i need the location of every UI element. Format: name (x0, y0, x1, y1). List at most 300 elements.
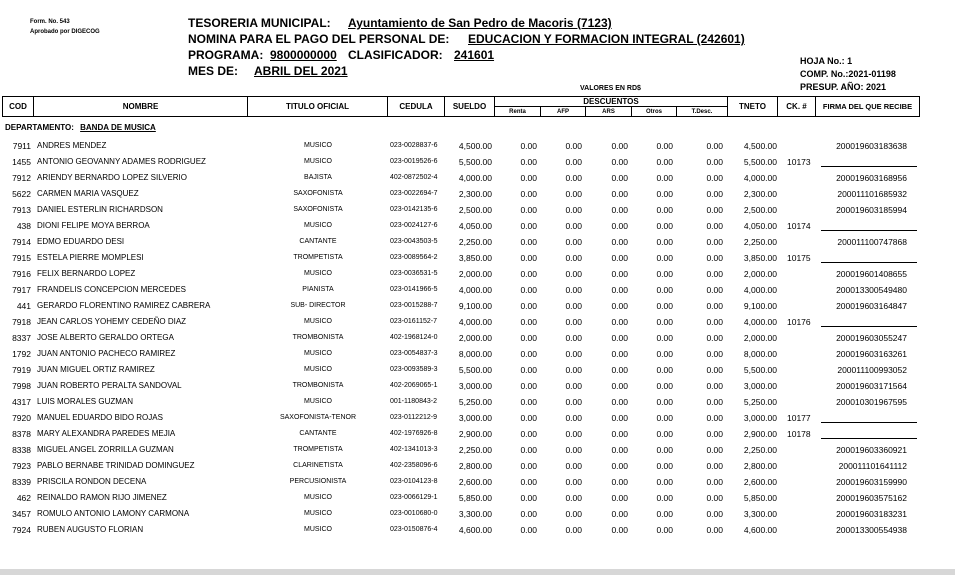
cell-cod: 7918 (12, 317, 31, 327)
table-row (0, 138, 955, 154)
hoja-number: HOJA No.: 1 (800, 56, 853, 66)
cell-tneto: 4,600.00 (743, 525, 777, 535)
cell-otros: 0.00 (656, 253, 673, 263)
cell-nombre: PRISCILA RONDON DECENA (37, 477, 147, 486)
cell-renta: 0.00 (520, 205, 537, 215)
cell-sueldo: 2,250.00 (458, 445, 492, 455)
cell-titulo: MUSICO (304, 318, 332, 325)
table-row (0, 266, 955, 282)
col-tdesc: T.Desc. (676, 106, 728, 117)
cell-nombre: JOSE ALBERTO GERALDO ORTEGA (37, 333, 174, 342)
cell-tdesc: 0.00 (706, 173, 723, 183)
cell-titulo: SAXOFONISTA (293, 190, 343, 197)
cell-nombre: ESTELA PIERRE MOMPLESI (37, 253, 144, 262)
col-afp: AFP (540, 106, 585, 117)
cell-tneto: 2,900.00 (743, 429, 777, 439)
cell-sueldo: 2,300.00 (458, 189, 492, 199)
table-row (0, 218, 955, 234)
cell-cod: 438 (16, 221, 31, 231)
cell-titulo: MUSICO (304, 158, 332, 165)
cell-nombre: MARY ALEXANDRA PAREDES MEJIA (37, 429, 176, 438)
cell-firma: 200019603168956 (836, 173, 907, 183)
cell-ars: 0.00 (611, 269, 628, 279)
cell-afp: 0.00 (565, 333, 582, 343)
cell-firma: 200019603159990 (836, 477, 907, 487)
cell-sueldo: 3,000.00 (458, 413, 492, 423)
cell-tneto: 4,000.00 (743, 285, 777, 295)
cell-renta: 0.00 (520, 397, 537, 407)
cell-afp: 0.00 (565, 365, 582, 375)
clasificador-value: 241601 (454, 48, 495, 62)
col-ars: ARS (585, 106, 631, 117)
cell-titulo: TROMBONISTA (292, 382, 344, 389)
col-ck: CK. # (777, 96, 816, 117)
cell-renta: 0.00 (520, 141, 537, 151)
cell-firma: 200019603163261 (836, 349, 907, 359)
cell-cedula: 023-0141966-5 (390, 286, 438, 293)
cell-nombre: MANUEL EDUARDO BIDO ROJAS (37, 413, 163, 422)
cell-afp: 0.00 (565, 237, 582, 247)
cell-ars: 0.00 (611, 141, 628, 151)
cell-titulo: CLARINETISTA (293, 462, 343, 469)
cell-renta: 0.00 (520, 237, 537, 247)
cell-nombre: ANDRES MENDEZ (37, 141, 107, 150)
cell-sueldo: 2,500.00 (458, 205, 492, 215)
table-row (0, 298, 955, 314)
cell-firma: 200019603360921 (836, 445, 907, 455)
col-sueldo: SUELDO (444, 96, 495, 117)
col-tneto: TNETO (727, 96, 778, 117)
cell-tneto: 4,500.00 (743, 141, 777, 151)
cell-otros: 0.00 (656, 317, 673, 327)
col-firma: FIRMA DEL QUE RECIBE (815, 96, 920, 117)
cell-otros: 0.00 (656, 349, 673, 359)
cell-otros: 0.00 (656, 141, 673, 151)
cell-renta: 0.00 (520, 477, 537, 487)
cell-sueldo: 4,600.00 (458, 525, 492, 535)
cell-tdesc: 0.00 (706, 461, 723, 471)
cell-afp: 0.00 (565, 429, 582, 439)
cell-firma: 200019603171564 (836, 381, 907, 391)
col-renta: Renta (494, 106, 540, 117)
cell-afp: 0.00 (565, 141, 582, 151)
cell-otros: 0.00 (656, 269, 673, 279)
table-row (0, 346, 955, 362)
cell-tneto: 2,800.00 (743, 461, 777, 471)
form-approval: Aprobado por DIGECOG (30, 29, 100, 35)
table-row (0, 186, 955, 202)
signature-line (821, 262, 917, 263)
cell-renta: 0.00 (520, 189, 537, 199)
cell-ck: 10178 (787, 429, 811, 439)
signature-line (821, 326, 917, 327)
cell-renta: 0.00 (520, 413, 537, 423)
cell-firma: 200019603164847 (836, 301, 907, 311)
valores-caption: VALORES EN RD$ (580, 85, 641, 92)
cell-firma: 200013300554938 (836, 525, 907, 535)
cell-nombre: PABLO BERNABE TRINIDAD DOMINGUEZ (37, 461, 195, 470)
cell-renta: 0.00 (520, 429, 537, 439)
cell-sueldo: 2,000.00 (458, 333, 492, 343)
cell-cedula: 023-0112212-9 (390, 414, 437, 421)
cell-renta: 0.00 (520, 445, 537, 455)
cell-tdesc: 0.00 (706, 333, 723, 343)
cell-nombre: ANTONIO GEOVANNY ADAMES RODRIGUEZ (37, 157, 206, 166)
cell-cedula: 402-2069065-1 (390, 382, 438, 389)
cell-tneto: 3,000.00 (743, 381, 777, 391)
cell-tdesc: 0.00 (706, 509, 723, 519)
cell-ck: 10173 (787, 157, 811, 167)
cell-ars: 0.00 (611, 413, 628, 423)
cell-tneto: 2,000.00 (743, 269, 777, 279)
cell-cedula: 023-0089564-2 (390, 254, 438, 261)
cell-cod: 8378 (12, 429, 31, 439)
table-row (0, 154, 955, 170)
cell-ck: 10174 (787, 221, 811, 231)
cell-firma: 200011100993052 (837, 365, 907, 375)
cell-renta: 0.00 (520, 253, 537, 263)
cell-firma: 200019603183231 (836, 509, 907, 519)
cell-cedula: 023-0015288-7 (390, 302, 438, 309)
cell-otros: 0.00 (656, 461, 673, 471)
cell-tneto: 8,000.00 (743, 349, 777, 359)
cell-renta: 0.00 (520, 349, 537, 359)
cell-afp: 0.00 (565, 173, 582, 183)
cell-titulo: MUSICO (304, 270, 332, 277)
cell-ars: 0.00 (611, 445, 628, 455)
cell-otros: 0.00 (656, 285, 673, 295)
signature-line (821, 438, 917, 439)
table-row (0, 330, 955, 346)
cell-sueldo: 2,250.00 (458, 237, 492, 247)
cell-ars: 0.00 (611, 381, 628, 391)
cell-firma: 200019603183638 (836, 141, 907, 151)
cell-ars: 0.00 (611, 317, 628, 327)
cell-renta: 0.00 (520, 269, 537, 279)
cell-afp: 0.00 (565, 461, 582, 471)
cell-tdesc: 0.00 (706, 253, 723, 263)
cell-sueldo: 9,100.00 (458, 301, 492, 311)
table-row (0, 474, 955, 490)
cell-tneto: 4,000.00 (743, 317, 777, 327)
table-row (0, 410, 955, 426)
cell-nombre: DIONI FELIPE MOYA BERROA (37, 221, 150, 230)
table-row (0, 314, 955, 330)
cell-cod: 7923 (12, 461, 31, 471)
cell-renta: 0.00 (520, 461, 537, 471)
table-row (0, 170, 955, 186)
cell-tneto: 5,500.00 (743, 157, 777, 167)
table-row (0, 282, 955, 298)
cell-cedula: 023-0036531-5 (390, 270, 438, 277)
table-row (0, 490, 955, 506)
table-row (0, 426, 955, 442)
cell-tdesc: 0.00 (706, 317, 723, 327)
cell-afp: 0.00 (565, 317, 582, 327)
cell-titulo: PERCUSIONISTA (289, 478, 347, 485)
cell-titulo: MUSICO (304, 526, 332, 533)
cell-tdesc: 0.00 (706, 445, 723, 455)
cell-sueldo: 5,850.00 (458, 493, 492, 503)
cell-afp: 0.00 (565, 189, 582, 199)
cell-cod: 5622 (12, 189, 31, 199)
cell-tneto: 2,600.00 (743, 477, 777, 487)
cell-sueldo: 5,500.00 (458, 157, 492, 167)
department-label: DEPARTAMENTO: (5, 123, 74, 132)
cell-cod: 7915 (12, 253, 31, 263)
cell-ars: 0.00 (611, 205, 628, 215)
cell-ars: 0.00 (611, 477, 628, 487)
cell-titulo: MUSICO (304, 510, 332, 517)
table-row (0, 378, 955, 394)
cell-otros: 0.00 (656, 381, 673, 391)
cell-titulo: CANTANTE (299, 430, 337, 437)
cell-tneto: 4,050.00 (743, 221, 777, 231)
cell-cod: 8339 (12, 477, 31, 487)
cell-cod: 7913 (12, 205, 31, 215)
department-line (5, 123, 156, 132)
cell-firma: 200019603185994 (836, 205, 907, 215)
mes-value: ABRIL DEL 2021 (254, 64, 348, 78)
col-nombre: NOMBRE (33, 96, 248, 117)
cell-afp: 0.00 (565, 445, 582, 455)
cell-tneto: 5,500.00 (743, 365, 777, 375)
cell-renta: 0.00 (520, 509, 537, 519)
cell-cod: 3457 (12, 509, 31, 519)
cell-sueldo: 4,500.00 (458, 141, 492, 151)
cell-titulo: SAXOFONISTA (293, 206, 343, 213)
cell-cod: 462 (16, 493, 31, 503)
cell-cod: 1455 (12, 157, 31, 167)
cell-cod: 7914 (12, 237, 31, 247)
cell-sueldo: 3,300.00 (458, 509, 492, 519)
cell-renta: 0.00 (520, 381, 537, 391)
programa-value: 9800000000 (270, 48, 337, 62)
cell-nombre: LUIS MORALES GUZMAN (37, 397, 134, 406)
cell-tdesc: 0.00 (706, 221, 723, 231)
cell-tdesc: 0.00 (706, 413, 723, 423)
cell-tneto: 5,850.00 (743, 493, 777, 503)
cell-tneto: 2,250.00 (743, 445, 777, 455)
cell-renta: 0.00 (520, 525, 537, 535)
cell-ars: 0.00 (611, 157, 628, 167)
cell-cod: 7920 (12, 413, 31, 423)
cell-tdesc: 0.00 (706, 493, 723, 503)
cell-ars: 0.00 (611, 509, 628, 519)
table-row (0, 522, 955, 538)
cell-cod: 1792 (12, 349, 31, 359)
cell-nombre: EDMO EDUARDO DESI (37, 237, 125, 246)
cell-titulo: MUSICO (304, 398, 332, 405)
cell-titulo: TROMPETISTA (293, 446, 343, 453)
cell-tdesc: 0.00 (706, 365, 723, 375)
cell-cedula: 023-0022694-7 (390, 190, 438, 197)
cell-otros: 0.00 (656, 509, 673, 519)
cell-ck: 10177 (787, 413, 811, 423)
treasury-label: TESORERIA MUNICIPAL: (188, 16, 331, 30)
cell-ars: 0.00 (611, 173, 628, 183)
cell-cod: 8337 (12, 333, 31, 343)
cell-cedula: 023-0066129-1 (390, 494, 438, 501)
cell-cedula: 023-0093589-3 (390, 366, 438, 373)
cell-cedula: 023-0043503-5 (390, 238, 438, 245)
cell-titulo: TROMBONISTA (292, 334, 344, 341)
cell-titulo: MUSICO (304, 222, 332, 229)
comp-number: COMP. No.:2021-01198 (800, 69, 896, 79)
cell-nombre: REINALDO RAMON RIJO JIMENEZ (37, 493, 167, 502)
viewer-bottom-bar (0, 569, 955, 575)
cell-tdesc: 0.00 (706, 141, 723, 151)
form-number: Form. No. 543 (30, 19, 70, 25)
cell-tneto: 3,850.00 (743, 253, 777, 263)
cell-nombre: FELIX BERNARDO LOPEZ (37, 269, 136, 278)
cell-afp: 0.00 (565, 269, 582, 279)
cell-titulo: MUSICO (304, 350, 332, 357)
cell-afp: 0.00 (565, 205, 582, 215)
cell-ars: 0.00 (611, 365, 628, 375)
cell-cedula: 402-1968124-0 (390, 334, 438, 341)
cell-cod: 7916 (12, 269, 31, 279)
cell-nombre: MIGUEL ANGEL ZORRILLA GUZMAN (37, 445, 174, 454)
cell-renta: 0.00 (520, 301, 537, 311)
cell-nombre: JUAN MIGUEL ORTIZ RAMIREZ (37, 365, 155, 374)
cell-ck: 10175 (787, 253, 811, 263)
cell-ars: 0.00 (611, 301, 628, 311)
cell-tdesc: 0.00 (706, 429, 723, 439)
cell-firma: 200011101685932 (837, 189, 907, 199)
cell-cod: 7917 (12, 285, 31, 295)
cell-otros: 0.00 (656, 221, 673, 231)
cell-nombre: JEAN CARLOS YOHEMY CEDEÑO DIAZ (37, 317, 187, 326)
cell-renta: 0.00 (520, 221, 537, 231)
col-titulo: TITULO OFICIAL (247, 96, 388, 117)
cell-tdesc: 0.00 (706, 189, 723, 199)
cell-nombre: ARIENDY BERNARDO LOPEZ SILVERIO (37, 173, 187, 182)
cell-titulo: PIANISTA (302, 286, 334, 293)
signature-line (821, 230, 917, 231)
col-otros: Otros (631, 106, 676, 117)
cell-nombre: GERARDO FLORENTINO RAMIREZ CABRERA (37, 301, 211, 310)
cell-titulo: SUB- DIRECTOR (290, 302, 346, 309)
cell-otros: 0.00 (656, 237, 673, 247)
cell-otros: 0.00 (656, 205, 673, 215)
cell-tneto: 4,000.00 (743, 173, 777, 183)
cell-titulo: SAXOFONISTA-TENOR (279, 414, 357, 421)
cell-titulo: BAJISTA (304, 174, 332, 181)
cell-tdesc: 0.00 (706, 525, 723, 535)
cell-tdesc: 0.00 (706, 205, 723, 215)
cell-otros: 0.00 (656, 173, 673, 183)
cell-cedula: 023-0142135-6 (390, 206, 438, 213)
cell-sueldo: 5,250.00 (458, 397, 492, 407)
cell-tdesc: 0.00 (706, 269, 723, 279)
cell-nombre: CARMEN MARIA VASQUEZ (37, 189, 139, 198)
cell-cod: 7998 (12, 381, 31, 391)
cell-sueldo: 4,000.00 (458, 285, 492, 295)
cell-tdesc: 0.00 (706, 477, 723, 487)
cell-otros: 0.00 (656, 525, 673, 535)
cell-ars: 0.00 (611, 461, 628, 471)
cell-cedula: 023-0019526-6 (390, 158, 438, 165)
cell-firma: 200013300549480 (836, 285, 907, 295)
cell-afp: 0.00 (565, 301, 582, 311)
cell-otros: 0.00 (656, 189, 673, 199)
cell-ars: 0.00 (611, 253, 628, 263)
cell-renta: 0.00 (520, 333, 537, 343)
cell-sueldo: 2,600.00 (458, 477, 492, 487)
clasificador-label: CLASIFICADOR: (348, 48, 443, 62)
cell-titulo: MUSICO (304, 494, 332, 501)
cell-sueldo: 2,000.00 (458, 269, 492, 279)
cell-tneto: 2,000.00 (743, 333, 777, 343)
programa-label: PROGRAMA: (188, 48, 264, 62)
cell-tneto: 3,300.00 (743, 509, 777, 519)
cell-tdesc: 0.00 (706, 301, 723, 311)
cell-firma: 200019601408655 (836, 269, 907, 279)
cell-sueldo: 4,000.00 (458, 173, 492, 183)
cell-tdesc: 0.00 (706, 285, 723, 295)
cell-otros: 0.00 (656, 429, 673, 439)
cell-otros: 0.00 (656, 365, 673, 375)
cell-otros: 0.00 (656, 493, 673, 503)
presup-year: PRESUP. AÑO: 2021 (800, 82, 887, 92)
cell-cedula: 001-1180843-2 (390, 398, 437, 405)
cell-otros: 0.00 (656, 477, 673, 487)
cell-tneto: 9,100.00 (743, 301, 777, 311)
cell-cod: 7924 (12, 525, 31, 535)
cell-firma: 200019603575162 (836, 493, 907, 503)
cell-afp: 0.00 (565, 493, 582, 503)
cell-nombre: ROMULO ANTONIO LAMONY CARMONA (37, 509, 190, 518)
cell-tneto: 2,250.00 (743, 237, 777, 247)
cell-tdesc: 0.00 (706, 397, 723, 407)
cell-tneto: 3,000.00 (743, 413, 777, 423)
cell-cod: 441 (16, 301, 31, 311)
cell-renta: 0.00 (520, 365, 537, 375)
cell-ck: 10176 (787, 317, 811, 327)
cell-nombre: JUAN ANTONIO PACHECO RAMIREZ (37, 349, 176, 358)
cell-sueldo: 8,000.00 (458, 349, 492, 359)
cell-ars: 0.00 (611, 221, 628, 231)
cell-afp: 0.00 (565, 381, 582, 391)
nomina-value: EDUCACION Y FORMACION INTEGRAL (242601) (468, 32, 745, 46)
cell-afp: 0.00 (565, 285, 582, 295)
signature-line (821, 166, 917, 167)
cell-sueldo: 2,900.00 (458, 429, 492, 439)
cell-tneto: 2,300.00 (743, 189, 777, 199)
cell-otros: 0.00 (656, 397, 673, 407)
cell-cedula: 023-0054837-3 (390, 350, 438, 357)
cell-otros: 0.00 (656, 301, 673, 311)
cell-cedula: 402-0872502-4 (390, 174, 438, 181)
cell-cod: 8338 (12, 445, 31, 455)
cell-afp: 0.00 (565, 253, 582, 263)
cell-firma: 200011101641112 (838, 461, 907, 471)
cell-ars: 0.00 (611, 189, 628, 199)
table-row (0, 362, 955, 378)
cell-afp: 0.00 (565, 525, 582, 535)
cell-afp: 0.00 (565, 221, 582, 231)
cell-renta: 0.00 (520, 493, 537, 503)
cell-cedula: 023-0024127-6 (390, 222, 438, 229)
cell-nombre: DANIEL ESTERLIN RICHARDSON (37, 205, 163, 214)
cell-sueldo: 3,850.00 (458, 253, 492, 263)
cell-sueldo: 4,050.00 (458, 221, 492, 231)
department-value: BANDA DE MUSICA (80, 123, 156, 132)
cell-afp: 0.00 (565, 349, 582, 359)
cell-ars: 0.00 (611, 525, 628, 535)
cell-titulo: TROMPETISTA (293, 254, 343, 261)
